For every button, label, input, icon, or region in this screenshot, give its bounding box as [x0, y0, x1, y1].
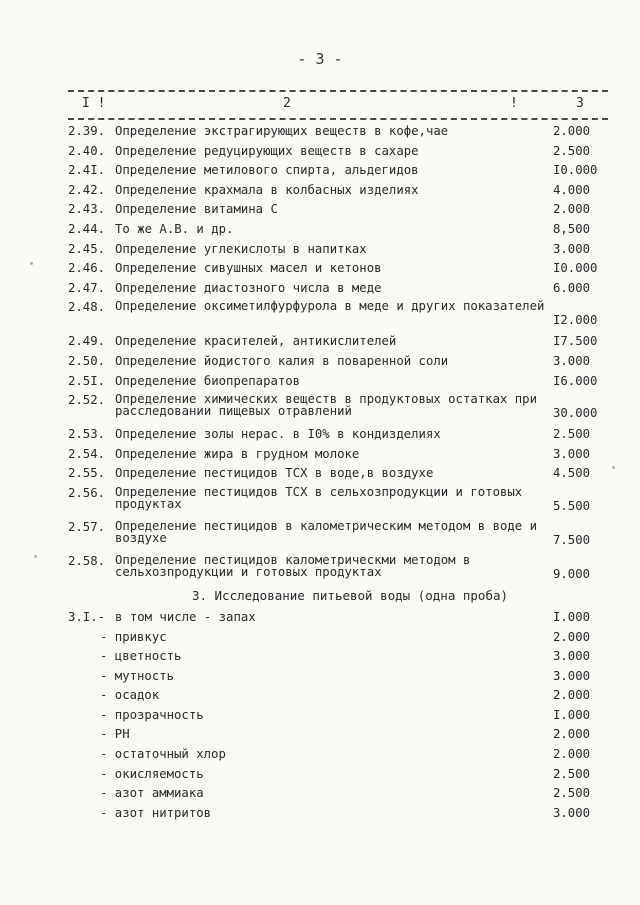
table-row	[0, 463, 640, 483]
item-price: 6.000	[553, 280, 591, 295]
table-row	[0, 121, 640, 141]
item-description: Определение йодистого калия в поваренной соли	[115, 353, 449, 368]
table-row	[0, 744, 640, 764]
paper-speck	[34, 555, 37, 558]
table-row	[0, 331, 640, 351]
table-row	[0, 258, 640, 278]
page-number: - 3 -	[297, 50, 343, 68]
item-description: Определение красителей, антикислителей	[115, 334, 397, 349]
item-price: I.000	[553, 609, 591, 624]
item-description: Определение оксиметилфурфурола в меде и других показателей	[115, 299, 545, 314]
table-row	[0, 705, 640, 725]
item-price: I2.000	[553, 313, 598, 328]
table-row	[0, 607, 640, 627]
item-number: 2.45.	[68, 241, 106, 256]
item-price: I.000	[553, 707, 591, 722]
item-number: 2.44.	[68, 221, 106, 236]
item-description: - остаточный хлор	[100, 747, 226, 762]
item-description: Определение углекислоты в напитках	[115, 241, 367, 256]
item-description: Определение редуцирующих веществ в сахаре	[115, 143, 419, 158]
item-price: 3.000	[553, 446, 591, 461]
item-number: 2.57.	[68, 519, 106, 534]
table-row	[0, 297, 640, 331]
item-description: Определение метилового спирта, альдегидов	[115, 163, 419, 178]
item-description: Определение пестицидов в калометрическим методом в воде и воздухе	[115, 518, 537, 545]
table-row	[0, 141, 640, 161]
item-description: - азот нитритов	[100, 805, 212, 820]
item-price: 4.500	[553, 466, 591, 481]
item-number: 2.5I.	[68, 373, 106, 388]
item-description: Определение сивушных масел и кетонов	[115, 261, 382, 276]
item-price: 7.500	[553, 532, 591, 547]
item-description: То же А.В. и др.	[115, 221, 234, 236]
item-price: 2.000	[553, 727, 591, 742]
item-number: 2.39.	[68, 124, 106, 138]
item-description: - прозрачность	[100, 707, 204, 722]
item-number: 3.I.-	[68, 609, 106, 624]
table-row	[0, 371, 640, 391]
item-number: 2.53.	[68, 427, 106, 442]
item-price: I0.000	[553, 163, 598, 178]
item-price: 9.000	[553, 566, 591, 581]
item-description: Определение золы нерас. в I0% в кондизделиях	[115, 427, 441, 442]
item-price: 3.000	[553, 241, 591, 256]
item-description: Определение крахмала в колбасных изделиях	[115, 182, 419, 197]
table-row	[0, 764, 640, 784]
item-description: Определение диастозного числа в меде	[115, 280, 382, 295]
table-row	[0, 517, 640, 551]
table-row	[0, 424, 640, 444]
table-row	[0, 783, 640, 803]
table-row	[0, 160, 640, 180]
item-price: 30.000	[553, 406, 598, 421]
table-row	[0, 724, 640, 744]
table-row	[0, 483, 640, 517]
item-number: 2.55.	[68, 466, 106, 481]
item-description: - РН	[100, 727, 130, 742]
item-price: 2.500	[553, 143, 591, 158]
table-row	[0, 180, 640, 200]
item-number: 2.47.	[68, 280, 106, 295]
item-description: - окисляемость	[100, 766, 204, 781]
item-price: 3.000	[553, 649, 591, 664]
item-price: I6.000	[553, 373, 598, 388]
item-number: 2.49.	[68, 334, 106, 349]
item-price: I7.500	[553, 334, 598, 349]
item-price: 2.000	[553, 688, 591, 703]
section-title: 3. Исследование питьевой воды (одна проба)	[191, 587, 509, 603]
item-number: 2.40.	[68, 143, 106, 158]
item-number: 2.42.	[68, 182, 106, 197]
table-row	[0, 627, 640, 647]
table-row	[0, 278, 640, 298]
price-table	[0, 121, 640, 822]
item-description: - осадок	[100, 688, 160, 703]
item-price: 3.000	[553, 668, 591, 683]
table-row	[0, 646, 640, 666]
table-row	[0, 685, 640, 705]
table-row	[0, 444, 640, 464]
item-description: - цветность	[100, 649, 182, 664]
paper-speck	[612, 466, 615, 469]
item-description: Определение пестицидов ТСХ в воде,в воздухе	[115, 466, 434, 481]
table-row	[0, 199, 640, 219]
item-price: 5.500	[553, 498, 591, 513]
item-number: 2.54.	[68, 446, 106, 461]
table-header	[68, 90, 608, 120]
item-number: 2.43.	[68, 202, 106, 217]
item-description: Определение химических веществ в продуктовых остатках при расследовании пищевых отравлений	[115, 392, 537, 419]
header-col2: 2	[283, 96, 291, 111]
item-number: 2.50.	[68, 353, 106, 368]
table-row	[0, 666, 640, 686]
item-description: в том числе - запах	[115, 609, 256, 624]
table-row	[0, 239, 640, 259]
table-row	[0, 219, 640, 239]
paper-speck	[30, 262, 33, 265]
item-description: Определение пестицидов ТСХ в сельхозпродукции и готовых продуктах	[115, 484, 523, 511]
item-price: 2.000	[553, 202, 591, 217]
item-description: Определение пестицидов калометрическми методом в сельхозпродукции и готовых продуктах	[115, 552, 471, 579]
table-row	[0, 351, 640, 371]
item-price: 2.500	[553, 766, 591, 781]
header-col3: 3	[576, 96, 584, 111]
item-description: Определение жира в грудном молоке	[115, 446, 360, 461]
table-row	[0, 551, 640, 585]
item-number: 2.56.	[68, 485, 106, 500]
item-price: 2.500	[553, 427, 591, 442]
item-description: Определение экстрагирующих веществ в кофе,чае	[115, 124, 449, 138]
item-price: 4.000	[553, 182, 591, 197]
header-separator: !	[510, 96, 518, 111]
item-description: - привкус	[100, 629, 167, 644]
item-number: 2.48.	[68, 300, 106, 315]
table-row	[0, 390, 640, 424]
item-description: - азот аммиака	[100, 786, 204, 801]
item-price: I0.000	[553, 261, 598, 276]
item-number: 2.46.	[68, 261, 106, 276]
item-description: Определение биопрепаратов	[115, 373, 301, 388]
item-price: 8,500	[553, 221, 591, 236]
item-price: 3.000	[553, 353, 591, 368]
item-price: 2.500	[553, 786, 591, 801]
header-col1: I !	[82, 96, 106, 111]
item-price: 2.000	[553, 629, 591, 644]
item-description: - мутность	[100, 668, 175, 683]
item-description: Определение витамина С	[115, 202, 278, 217]
table-row	[0, 803, 640, 823]
item-price: 3.000	[553, 805, 591, 820]
item-number: 2.52.	[68, 393, 106, 408]
item-number: 2.4I.	[68, 163, 106, 178]
item-price: 2.000	[553, 124, 591, 138]
item-number: 2.58.	[68, 553, 106, 568]
item-price: 2.000	[553, 747, 591, 762]
